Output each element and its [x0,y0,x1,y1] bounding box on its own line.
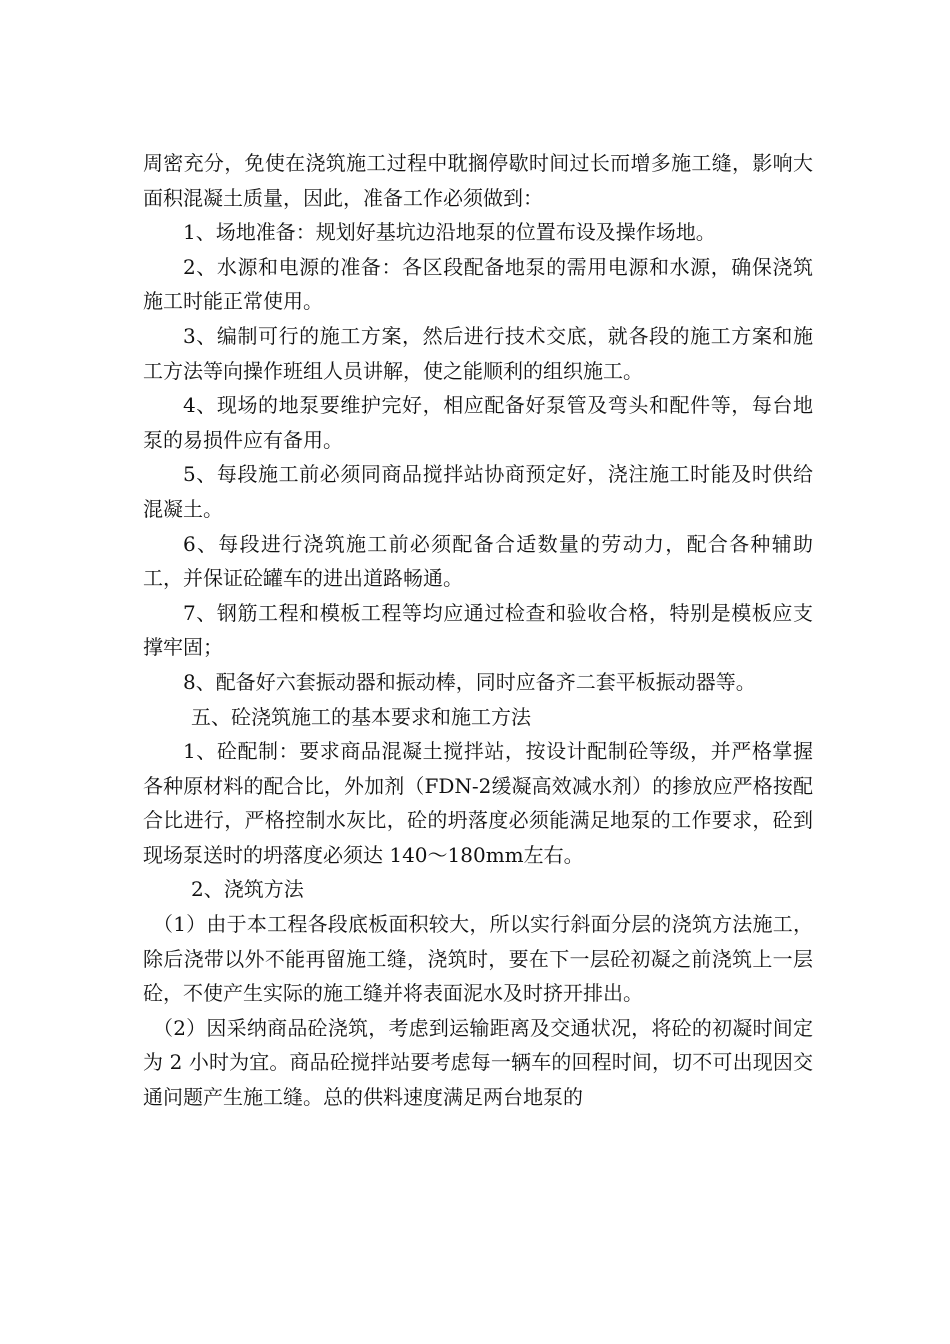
list-item-site-preparation: 1、场地准备：规划好基坑边沿地泵的位置布设及操作场地。 [183,220,716,245]
list-item-water-power: 2、水源和电源的准备：各区段配备地泵的需用电源和水源，确保浇筑施工时能正常使用。 [143,254,813,314]
list-item-concrete-supply: 5、每段施工前必须同商品搅拌站协商预定好，浇注施工时能及时供给混凝土。 [143,462,813,521]
paragraph-pouring-method-2: （2）因采纳商品砼浇筑，考虑到运输距离及交通状况，将砼的初凝时间定为 2 小时为宜。商品砼搅拌站要考虑每一辆车的回程时间，切不可出现因交通问题产生施工缝。总的供料速度满足两台地泵的 [143,1015,813,1110]
document-body [143,146,813,1115]
list-item-inspection: 7、钢筋工程和模板工程等均应通过检查和验收合格，特别是模板应支撑牢固； [143,600,813,660]
list-item-vibrators: 8、配备好六套振动器和振动棒，同时应备齐二套平板振动器等。 [183,669,756,694]
paragraph-intro: 周密充分，免使在浇筑施工过程中耽搁停歇时间过长而增多施工缝，影响大面积混凝土质量，因此，准备工作必须做到： [143,151,813,210]
paragraph-pouring-method-1: （1）由于本工程各段底板面积较大，所以实行斜面分层的浇筑方法施工，除后浇带以外不能再留施工缝，浇筑时，要在下一层砼初凝之前浇筑上一层砼，不使产生实际的施工缝并将表面泥水及时挤开排出。 [143,912,813,1006]
section-heading: 五、砼浇筑施工的基本要求和施工方法 [191,704,531,729]
list-item-pump-maintenance: 4、现场的地泵要维护完好，相应配备好泵管及弯头和配件等，每台地泵的易损件应有备用。 [143,393,813,452]
paragraph-concrete-mix: 1、砼配制：要求商品混凝土搅拌站，按设计配制砼等级，并严格掌握各种原材料的配合比，外加剂（FDN-2缓凝高效减水剂）的掺放应严格按配合比进行，严格控制水灰比，砼的坍落度必须能满足地泵的工作要求，砼到现场泵送时的坍落度必须达 140～180mm左右。 [143,739,813,867]
subsection-heading: 2、浇筑方法 [191,877,304,902]
list-item-labor: 6、每段进行浇筑施工前必须配备合适数量的劳动力，配合各种辅助工，并保证砼罐车的进出道路畅通。 [143,531,813,591]
list-item-construction-plan: 3、编制可行的施工方案，然后进行技术交底，就各段的施工方案和施工方法等向操作班组人员讲解，使之能顺利的组织施工。 [143,323,813,383]
